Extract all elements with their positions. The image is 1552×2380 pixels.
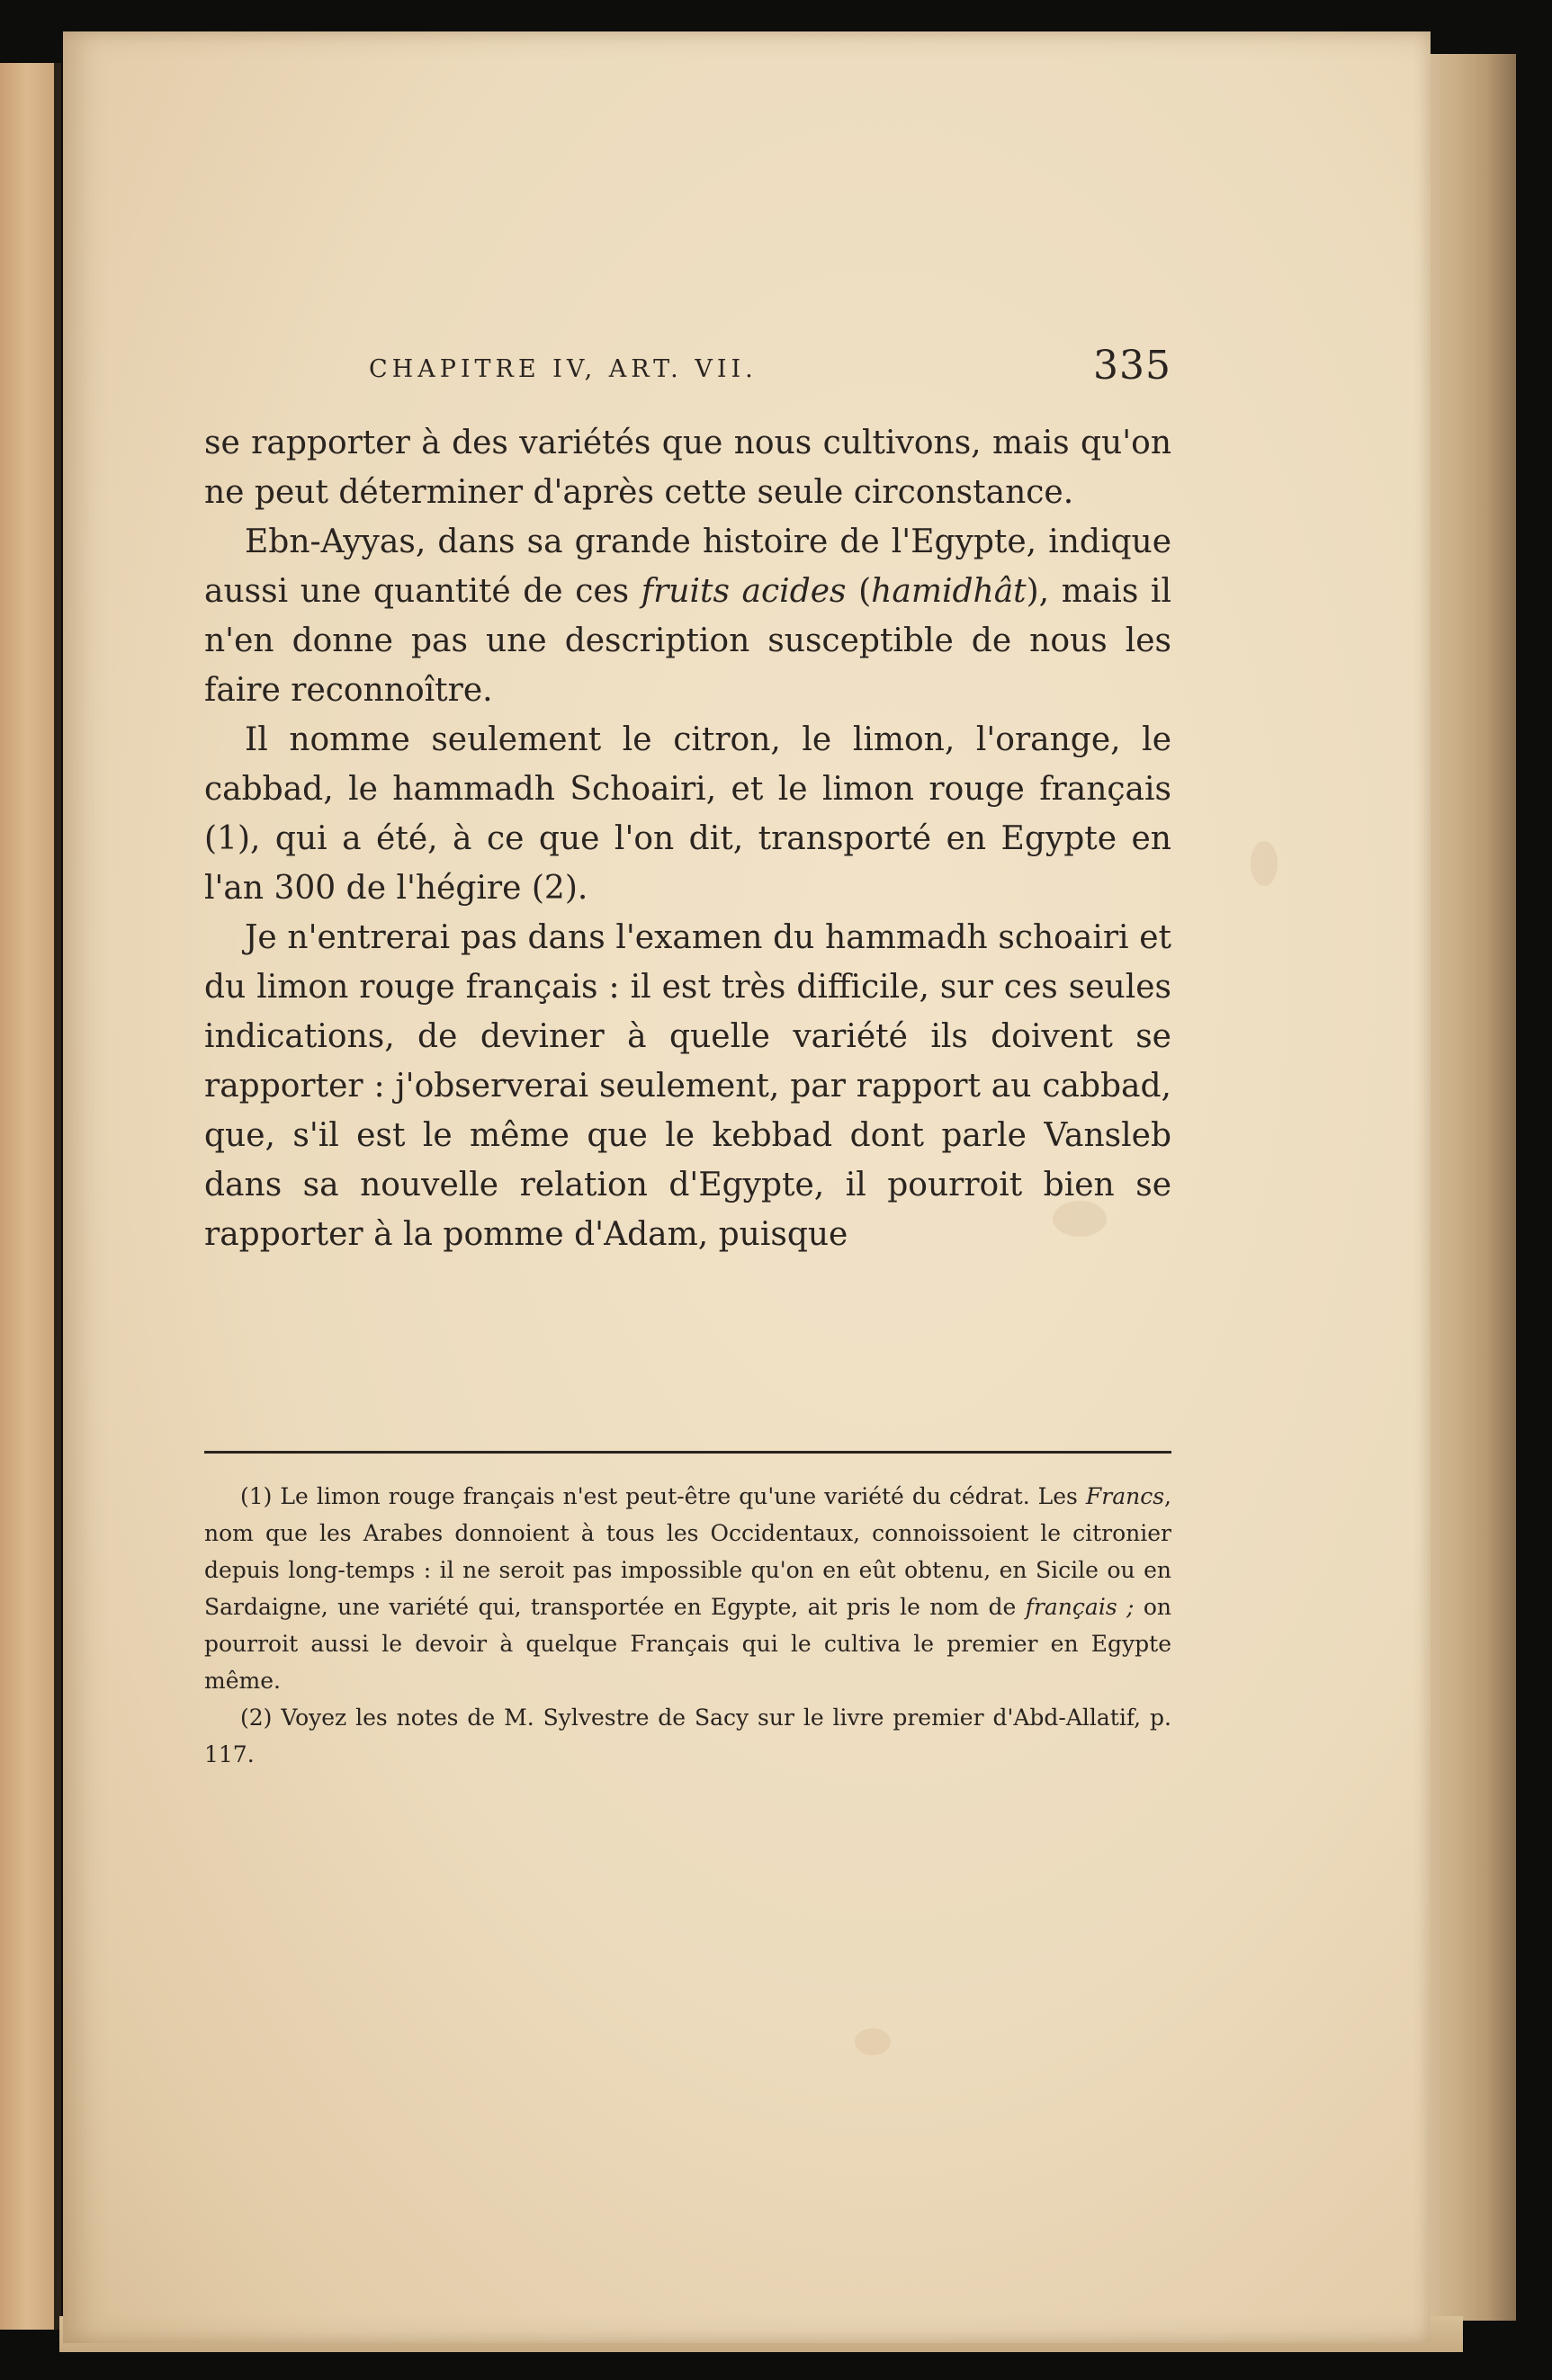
footnote-1-text-a: (1) Le limon rouge français n'est peut-être qu'une variété du cédrat. Les [240,1483,1086,1509]
foxing-spot [1251,841,1278,886]
book-gutter [54,63,61,2330]
paragraph-3: Il nomme seulement le citron, le limon, l'orange, le cabbad, le hammadh Schoairi, et le limon rouge français (1), qui a été, à ce que l'on dit, transporté en Egypte en l'an 300 de l'hégire (2). [204,721,1171,907]
footnote-rule [204,1451,1171,1454]
paragraph-2-italic-fruits: fruits acides [641,573,847,610]
paragraph-2-text-b: ( [846,573,872,610]
chapter-heading: CHAPITRE IV, ART. VII. [369,355,758,383]
footnote-1 [204,1478,1171,1699]
paragraph-2-italic-hamidhat: hamidhât [871,573,1027,610]
footnote-1-text-c: on pourroit aussi le devoir à quelque Français qui le cultiva le premier en Egypte même. [204,1594,1171,1694]
foxing-spot [855,2028,891,2055]
paragraph-2-text-c: ), mais il n'en donne pas une description susceptible de nous les faire reconnoître. [204,573,1171,709]
page-number: 335 [1093,343,1171,389]
footnote-2: (2) Voyez les notes de M. Sylvestre de Sacy sur le livre premier d'Abd-Allatif, p. 117. [204,1704,1171,1767]
page-stack-edge [1417,54,1516,2321]
running-head [204,344,1171,398]
paragraph-2-text-a: Ebn-Ayyas, dans sa grande histoire de l'Egypte, indique aussi une quantité de ces [204,523,1171,610]
paragraph-2 [204,517,1171,715]
left-page-edge [0,63,59,2330]
paragraph-1: se rapporter à des variétés que nous cultivons, mais qu'on ne peut déterminer d'après cette seule circonstance. [204,425,1171,511]
paragraph-4: Je n'entrerai pas dans l'examen du hammadh schoairi et du limon rouge français : il est très difficile, sur ces seules indications, de deviner à quelle variété ils doivent se rapporter : j'observerai seulement, par rapport au cabbad, que, s'il est le même que le kebbad dont parle Vansleb dans sa nouvelle relation d'Egypte, il pourroit bien se rapporter à la pomme d'Adam, puisque [204,919,1171,1253]
body-text [204,418,1171,1259]
footnote-1-text-b: , nom que les Arabes donnoient à tous les Occidentaux, connoissoient le citronier depuis long-temps : il ne seroit pas impossible qu'on en eût obtenu, en Sicile ou en Sardaigne, une variété qui, transportée en Egypte, ait pris le nom de [204,1483,1171,1620]
footnote-1-italic-francais: français ; [1025,1594,1135,1620]
footnotes [204,1478,1171,1773]
book-page [63,31,1431,2343]
footnote-1-italic-francs: Francs [1085,1483,1165,1509]
